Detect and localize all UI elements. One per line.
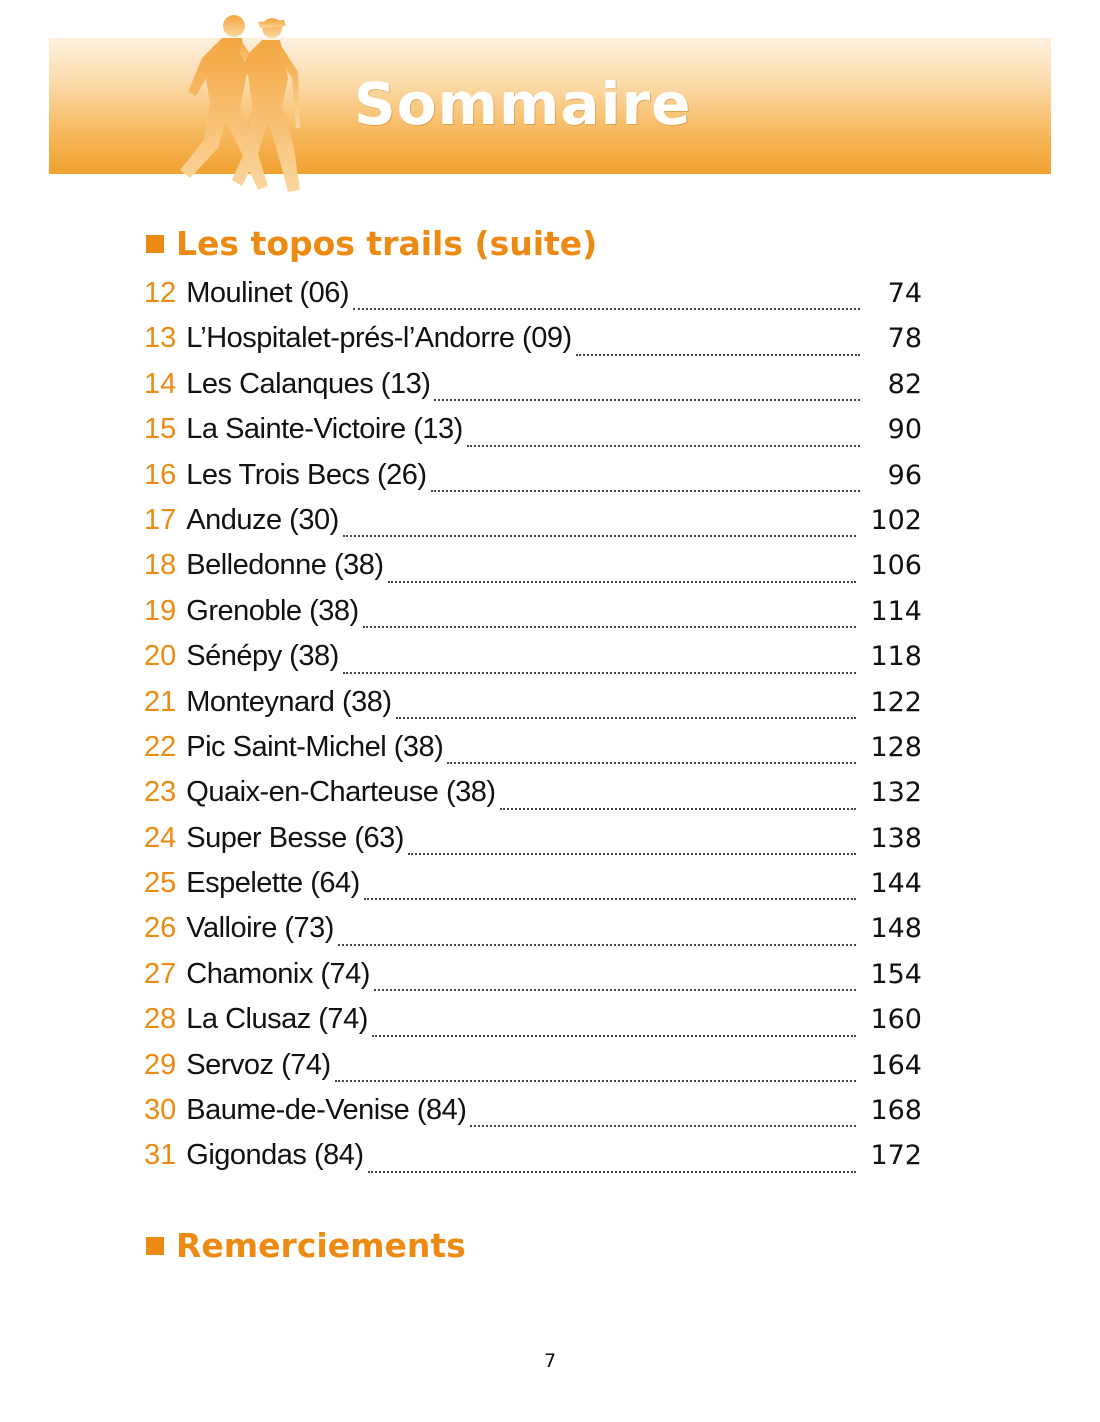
toc-entry[interactable] [144, 822, 922, 867]
dot-leader [335, 1080, 857, 1082]
toc-entry-number: 27 [144, 957, 177, 990]
toc-entry-title: Espelette (64) [186, 867, 360, 900]
dot-leader [353, 308, 860, 310]
toc-entry-title: La Clusaz (74) [186, 1003, 368, 1036]
toc-entry-title: Chamonix (74) [186, 957, 370, 990]
dot-leader [388, 581, 857, 583]
toc-entry-number: 26 [144, 912, 177, 945]
dot-leader [467, 445, 860, 447]
dot-leader [500, 808, 857, 810]
toc-entry[interactable] [144, 958, 922, 1003]
dot-leader [343, 672, 857, 674]
toc-entry-title: Super Besse (63) [186, 821, 404, 854]
toc-entry-number: 16 [144, 458, 177, 491]
dot-leader [368, 1171, 857, 1173]
toc-entry[interactable] [144, 1003, 922, 1048]
toc-entry-title: Les Calanques (13) [186, 367, 431, 400]
toc-entry[interactable] [144, 686, 922, 731]
toc-entry[interactable] [144, 368, 922, 413]
page-number: 7 [543, 1350, 557, 1372]
square-bullet-icon [146, 1237, 164, 1255]
toc-entry-page: 96 [887, 459, 922, 491]
toc-entry-page: 168 [870, 1095, 922, 1127]
toc-entry-title: Baume-de-Venise (84) [186, 1094, 467, 1127]
toc-entry-page: 106 [870, 550, 922, 582]
toc-entry-page: 138 [870, 822, 922, 854]
toc-entry-title: L’Hospitalet-prés-l’Andorre (09) [186, 322, 572, 355]
page-title: Sommaire [354, 70, 692, 138]
dot-leader [338, 944, 856, 946]
toc-entry[interactable] [144, 277, 922, 322]
dot-leader [363, 626, 857, 628]
toc-entry-number: 24 [144, 821, 177, 854]
table-of-contents [144, 277, 922, 1185]
dot-leader [364, 898, 857, 900]
toc-entry-number: 19 [144, 594, 177, 627]
toc-entry[interactable] [144, 1094, 922, 1139]
toc-entry-title: Servoz (74) [186, 1048, 331, 1081]
dot-leader [431, 490, 860, 492]
toc-entry-title: Moulinet (06) [186, 277, 350, 309]
dot-leader [470, 1125, 856, 1127]
toc-entry-title: Pic Saint-Michel (38) [186, 730, 444, 763]
toc-entry[interactable] [144, 912, 922, 957]
section-heading-label: Les topos trails (suite) [176, 224, 598, 263]
dot-leader [374, 989, 857, 991]
toc-entry[interactable] [144, 549, 922, 594]
section-heading-remerciements [146, 1226, 466, 1265]
toc-entry-number: 29 [144, 1048, 177, 1081]
toc-entry-number: 28 [144, 1003, 177, 1036]
toc-entry[interactable] [144, 459, 922, 504]
dot-leader [434, 399, 860, 401]
toc-entry[interactable] [144, 640, 922, 685]
toc-entry-title: La Sainte-Victoire (13) [186, 413, 463, 446]
toc-entry-title: Les Trois Becs (26) [186, 458, 427, 491]
toc-entry-number: 20 [144, 640, 177, 673]
toc-entry-page: 82 [887, 368, 922, 400]
toc-entry-number: 12 [144, 277, 177, 309]
toc-entry-title: Quaix-en-Charteuse (38) [186, 776, 496, 809]
toc-entry-title: Anduze (30) [186, 503, 339, 536]
toc-entry-title: Gigondas (84) [186, 1139, 364, 1172]
toc-entry-page: 90 [887, 414, 922, 446]
toc-entry-number: 22 [144, 730, 177, 763]
toc-entry-number: 18 [144, 549, 177, 582]
toc-entry[interactable] [144, 731, 922, 776]
toc-entry[interactable] [144, 322, 922, 367]
toc-entry-title: Valloire (73) [186, 912, 334, 945]
toc-entry-page: 78 [887, 323, 922, 355]
square-bullet-icon [146, 235, 164, 253]
dot-leader [396, 717, 857, 719]
toc-entry-title: Belledonne (38) [186, 549, 384, 582]
toc-entry-number: 21 [144, 685, 177, 718]
toc-entry-title: Sénépy (38) [186, 640, 339, 673]
toc-entry-number: 25 [144, 867, 177, 900]
toc-entry-number: 30 [144, 1094, 177, 1127]
section-heading-topos [146, 224, 597, 263]
toc-entry-page: 118 [870, 641, 922, 673]
toc-entry[interactable] [144, 504, 922, 549]
dot-leader [447, 762, 856, 764]
toc-entry-page: 102 [870, 504, 922, 536]
toc-entry[interactable] [144, 776, 922, 821]
toc-entry-page: 148 [870, 913, 922, 945]
toc-entry[interactable] [144, 595, 922, 640]
toc-entry-page: 144 [870, 868, 922, 900]
dot-leader [576, 354, 860, 356]
toc-entry-page: 122 [870, 686, 922, 718]
toc-entry-page: 132 [870, 777, 922, 809]
dot-leader [372, 1035, 857, 1037]
toc-entry-page: 164 [870, 1049, 922, 1081]
toc-entry-page: 128 [870, 731, 922, 763]
toc-entry-title: Monteynard (38) [186, 685, 392, 718]
dot-leader [408, 853, 857, 855]
toc-entry-number: 14 [144, 367, 177, 400]
toc-entry-number: 17 [144, 503, 177, 536]
toc-entry-number: 13 [144, 322, 177, 355]
section-heading-label: Remerciements [176, 1226, 466, 1265]
toc-entry-page: 154 [870, 958, 922, 990]
toc-entry-number: 15 [144, 413, 177, 446]
toc-entry-page: 74 [887, 278, 922, 309]
dot-leader [343, 535, 857, 537]
toc-entry-number: 31 [144, 1139, 177, 1172]
runners-icon [160, 8, 320, 200]
toc-entry[interactable] [144, 1049, 922, 1094]
toc-entry[interactable] [144, 867, 922, 912]
toc-entry-page: 172 [870, 1140, 922, 1172]
toc-entry-title: Grenoble (38) [186, 594, 359, 627]
toc-entry[interactable] [144, 1139, 922, 1184]
toc-entry[interactable] [144, 413, 922, 458]
toc-entry-page: 160 [870, 1004, 922, 1036]
toc-entry-page: 114 [870, 595, 922, 627]
toc-entry-number: 23 [144, 776, 177, 809]
